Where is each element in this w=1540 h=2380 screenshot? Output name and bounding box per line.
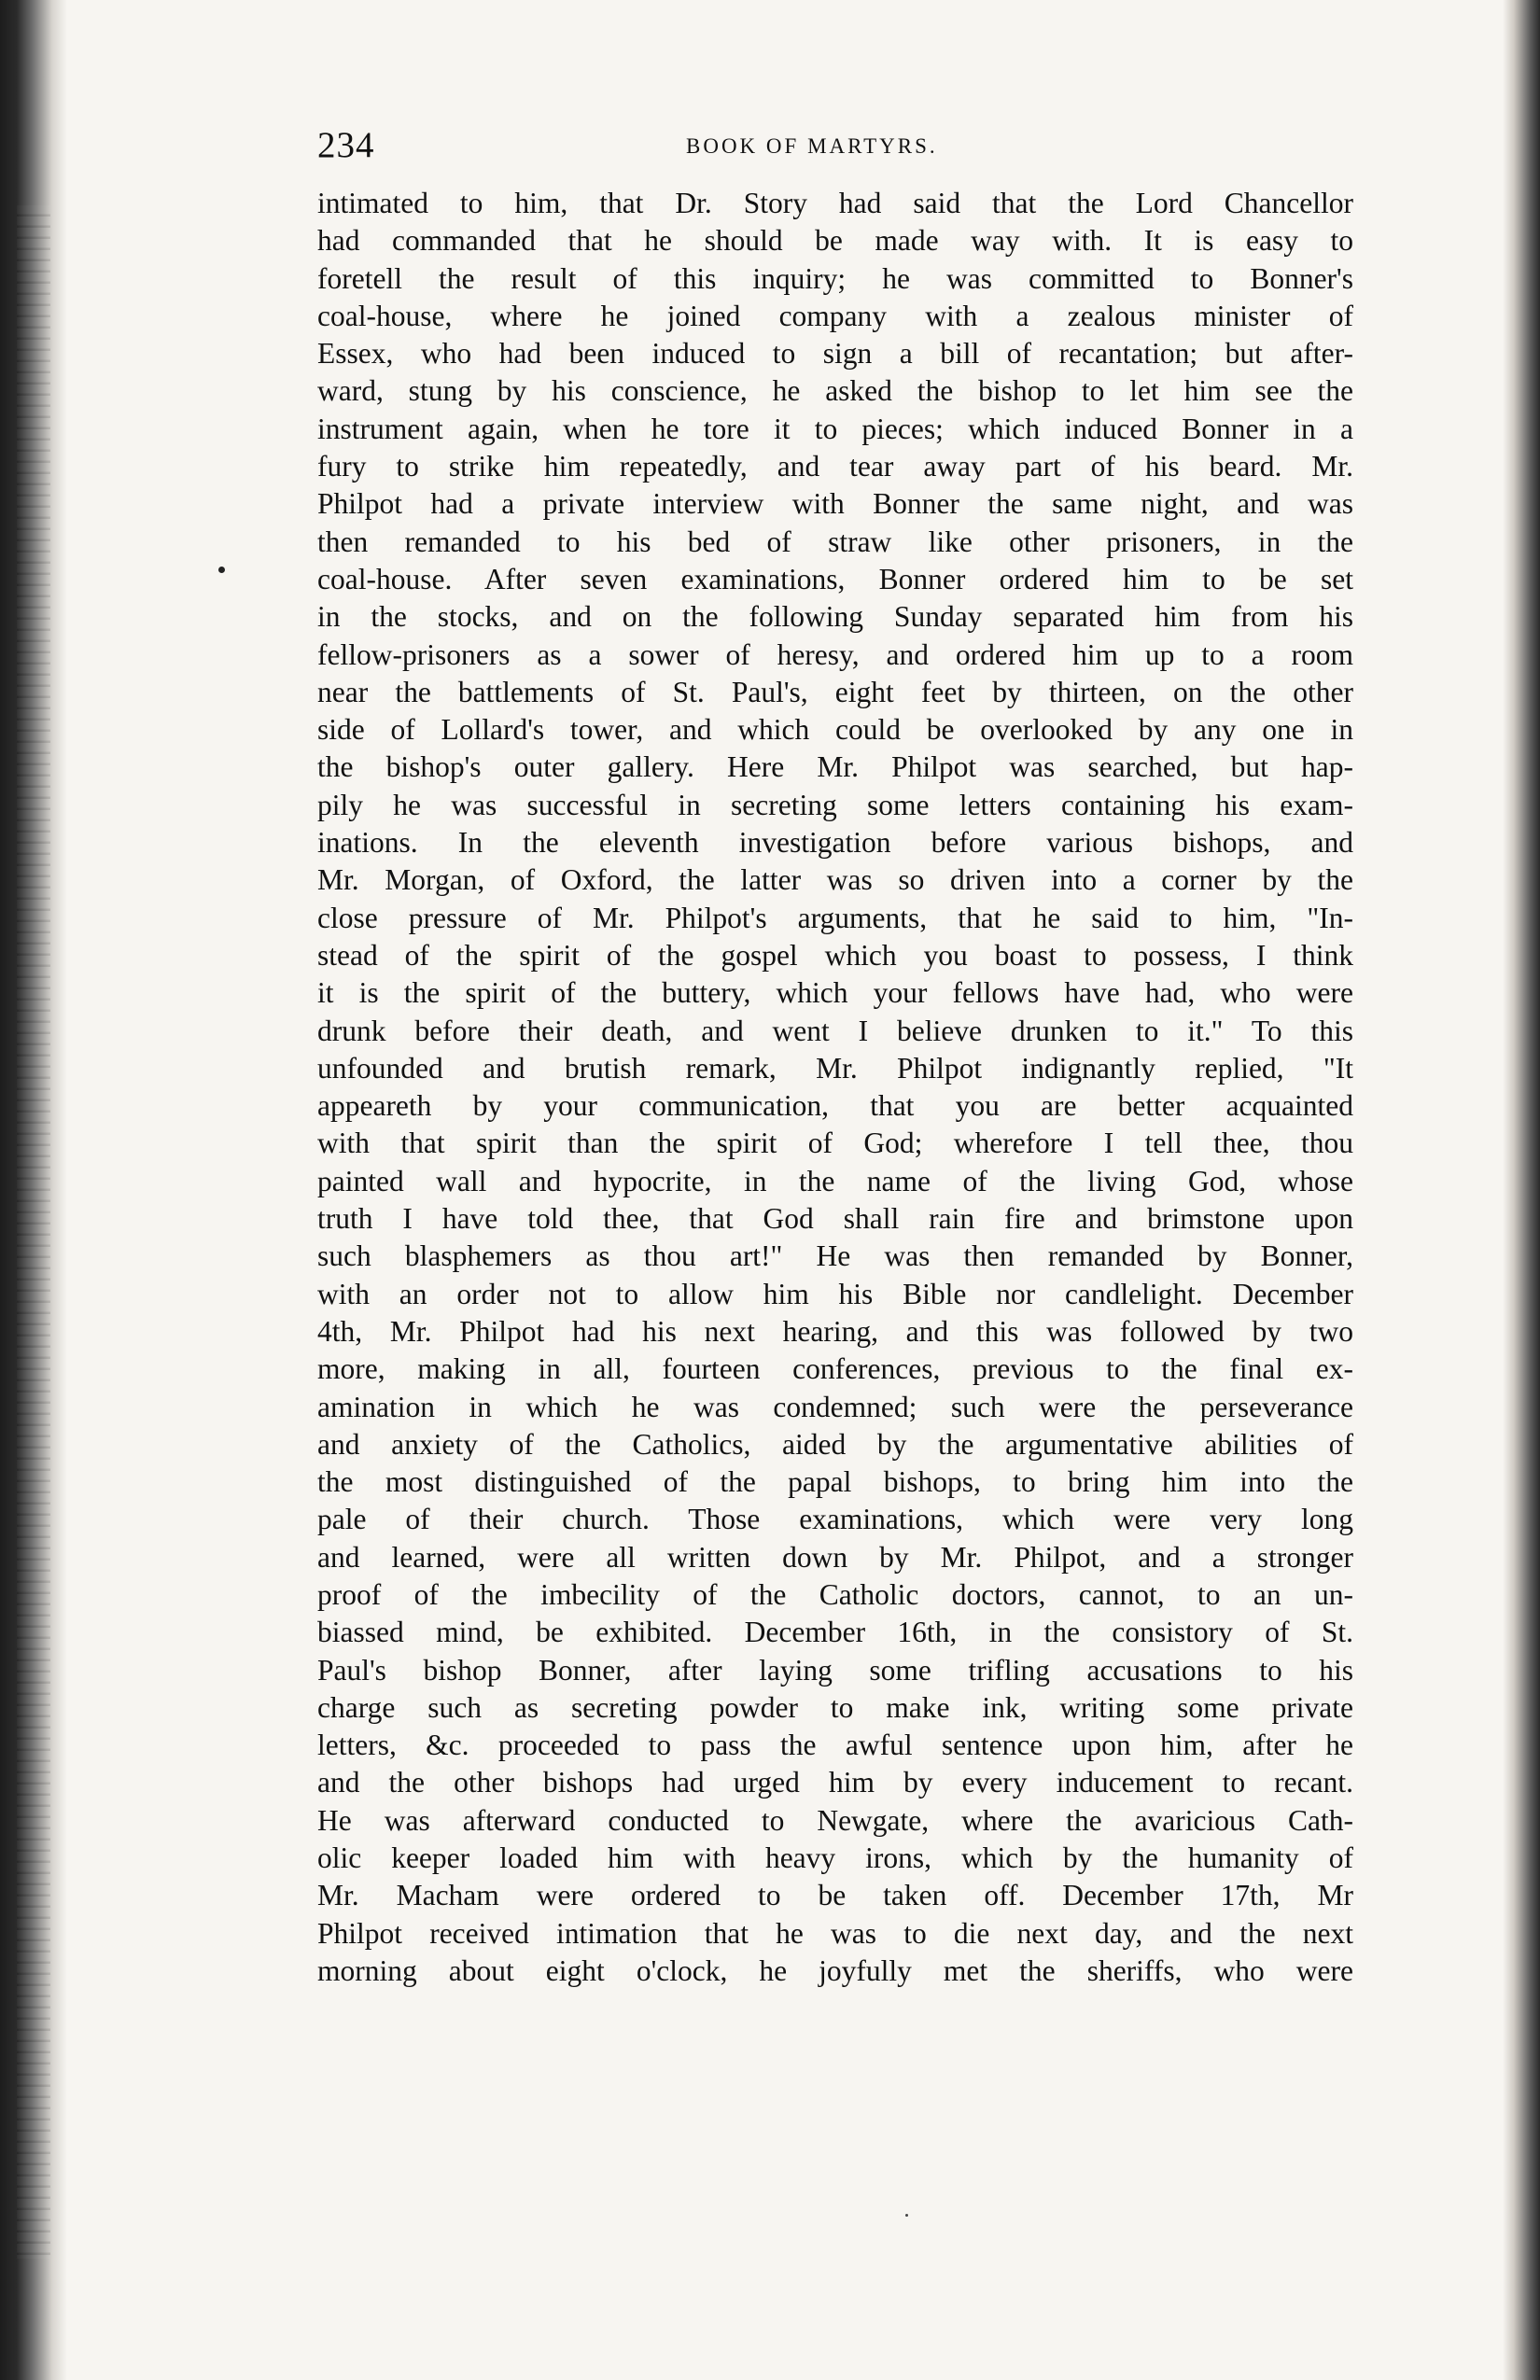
text-line: inations. In the eleventh investigation before various bishops, and	[317, 826, 1353, 860]
text-line: charge such as secreting powder to make ink, writing some private	[317, 1690, 1353, 1724]
text-line: intimated to him, that Dr. Story had said that the Lord Chancellor	[317, 187, 1353, 219]
text-line: fellow-prisoners as a sower of heresy, and ordered him up to a room	[317, 637, 1353, 671]
text-line: coal-house. After seven examinations, Bonner ordered him to be set	[317, 562, 1353, 595]
text-line: had commanded that he should be made way with. It is easy to	[317, 224, 1353, 258]
scanned-page-right-edge	[1503, 0, 1540, 2380]
text-line: the most distinguished of the papal bishops, to bring him into the	[317, 1465, 1353, 1499]
text-line: side of Lollard's tower, and which could be overlooked by any one in	[317, 713, 1353, 747]
text-line: proof of the imbecility of the Catholic doctors, cannot, to an un-	[317, 1577, 1353, 1611]
text-line: close pressure of Mr. Philpot's arguments, that he said to him, "In-	[317, 901, 1353, 934]
ink-speck-small	[905, 2214, 908, 2217]
text-line: foretell the result of this inquiry; he was committed to Bonner's	[317, 261, 1353, 295]
page-number: 234	[317, 125, 375, 165]
text-line: pale of their church. Those examinations, which were very long	[317, 1503, 1353, 1536]
text-line: olic keeper loaded him with heavy irons, which by the humanity of	[317, 1841, 1353, 1875]
text-line: Paul's bishop Bonner, after laying some trifling accusations to his	[317, 1653, 1353, 1687]
text-line: ward, stung by his conscience, he asked the bishop to let him see the	[317, 374, 1353, 408]
text-line: truth I have told thee, that God shall rain fire and brimstone upon	[317, 1202, 1353, 1236]
text-line: Mr. Morgan, of Oxford, the latter was so driven into a corner by the	[317, 863, 1353, 897]
text-line: amination in which he was condemned; such were the perseverance	[317, 1390, 1353, 1423]
ink-speck	[218, 567, 225, 573]
text-line: He was afterward conducted to Newgate, where the avaricious Cath-	[317, 1803, 1353, 1837]
text-line: and anxiety of the Catholics, aided by the argumentative abilities of	[317, 1427, 1353, 1461]
page-header	[317, 123, 1353, 168]
text-line: fury to strike him repeatedly, and tear away part of his beard. Mr.	[317, 450, 1353, 483]
text-line: painted wall and hypocrite, in the name of the living God, whose	[317, 1164, 1353, 1197]
text-line: and the other bishops had urged him by every inducement to recant.	[317, 1766, 1353, 1799]
text-line: Philpot had a private interview with Bonner the same night, and was	[317, 487, 1353, 521]
text-line: the bishop's outer gallery. Here Mr. Philpot was searched, but hap-	[317, 750, 1353, 784]
text-line: pily he was successful in secreting some letters containing his exam-	[317, 788, 1353, 821]
body-text	[317, 185, 1353, 1990]
text-line: 4th, Mr. Philpot had his next hearing, and this was followed by two	[317, 1314, 1353, 1348]
text-line: coal-house, where he joined company with a zealous minister of	[317, 299, 1353, 332]
text-line: instrument again, when he tore it to pieces; which induced Bonner in a	[317, 412, 1353, 445]
text-line: with that spirit than the spirit of God; wherefore I tell thee, thou	[317, 1127, 1353, 1160]
text-line: more, making in all, fourteen conferences, previous to the final ex-	[317, 1352, 1353, 1386]
text-line: it is the spirit of the buttery, which your fellows have had, who were	[317, 976, 1353, 1010]
text-line: stead of the spirit of the gospel which you boast to possess, I think	[317, 938, 1353, 972]
text-line: then remanded to his bed of straw like other prisoners, in the	[317, 525, 1353, 558]
text-line: and learned, were all written down by Mr. Philpot, and a stronger	[317, 1540, 1353, 1574]
text-line: such blasphemers as thou art!" He was then remanded by Bonner,	[317, 1239, 1353, 1273]
text-line: letters, &c. proceeded to pass the awful sentence upon him, after he	[317, 1729, 1353, 1762]
text-line: near the battlements of St. Paul's, eight feet by thirteen, on the other	[317, 675, 1353, 708]
text-line: morning about eight o'clock, he joyfully met the sheriffs, who were	[317, 1953, 1353, 1987]
text-line: Essex, who had been induced to sign a bill of recantation; but after-	[317, 337, 1353, 371]
text-line: Mr. Macham were ordered to be taken off. December 17th, Mr	[317, 1879, 1353, 1912]
text-line: unfounded and brutish remark, Mr. Philpot indignantly replied, "It	[317, 1051, 1353, 1085]
text-line: with an order not to allow him his Bible nor candlelight. December	[317, 1277, 1353, 1310]
text-line: biassed mind, be exhibited. December 16th, in the consistory of St.	[317, 1616, 1353, 1649]
binding-shadow	[17, 205, 50, 2259]
text-line: appeareth by your communication, that you are better acquainted	[317, 1089, 1353, 1123]
text-line: Philpot received intimation that he was to die next day, and the next	[317, 1916, 1353, 1950]
text-line: in the stocks, and on the following Sunday separated him from his	[317, 600, 1353, 634]
running-head: BOOK OF MARTYRS.	[686, 134, 938, 158]
text-line: drunk before their death, and went I believe drunken to it." To this	[317, 1014, 1353, 1047]
